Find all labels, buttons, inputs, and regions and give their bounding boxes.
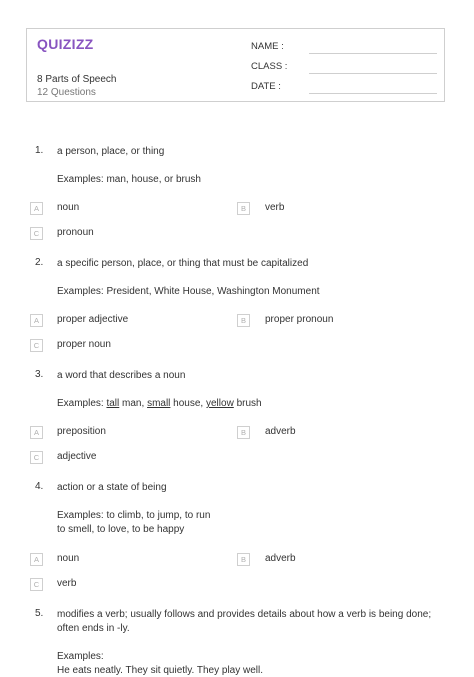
option-c-text[interactable]: pronoun (57, 227, 94, 238)
question-number: 3. (35, 369, 44, 380)
option-b-box[interactable]: B (237, 314, 250, 327)
option-a-text[interactable]: noun (57, 553, 80, 564)
option-c-box[interactable]: C (30, 451, 43, 464)
name-line (309, 53, 437, 54)
date-label: DATE : (251, 81, 281, 92)
question-prompt: a person, place, or thing (57, 146, 165, 157)
name-field[interactable] (251, 41, 284, 52)
question-examples: Examples: man, house, or brush (57, 174, 201, 185)
option-a-box[interactable]: A (30, 314, 43, 327)
class-label: CLASS : (251, 61, 288, 72)
question-number: 4. (35, 481, 44, 492)
question-examples-line-1: Examples: to climb, to jump, to run (57, 510, 211, 521)
question-examples-line-1: Examples: (57, 651, 104, 662)
option-c-text[interactable]: proper noun (57, 339, 111, 350)
question-examples: Examples: President, White House, Washington Monument (57, 286, 320, 297)
worksheet-title: 8 Parts of Speech (37, 74, 117, 85)
option-b-box[interactable]: B (237, 202, 250, 215)
option-a-text[interactable]: proper adjective (57, 314, 129, 325)
option-a-text[interactable]: noun (57, 202, 80, 213)
quizizz-logo: QUIZIZZ (37, 36, 94, 52)
question-prompt: a word that describes a noun (57, 370, 186, 381)
question-number: 5. (35, 608, 44, 619)
option-b-box[interactable]: B (237, 426, 250, 439)
question-prompt-line-1: modifies a verb; usually follows and provides details about how a verb is being done; (57, 609, 432, 620)
question-examples: Examples: tall man, small house, yellow brush (57, 398, 262, 409)
date-field[interactable] (251, 81, 281, 92)
name-label: NAME : (251, 41, 284, 52)
class-field[interactable] (251, 61, 287, 72)
option-a-box[interactable]: A (30, 553, 43, 566)
question-prompt: a specific person, place, or thing that must be capitalized (57, 258, 309, 269)
option-b-box[interactable]: B (237, 553, 250, 566)
option-b-text[interactable]: verb (265, 202, 285, 213)
option-a-text[interactable]: preposition (57, 426, 106, 437)
option-c-text[interactable]: adjective (57, 451, 97, 462)
worksheet-header (26, 28, 445, 102)
question-prompt-line-2: often ends in -ly. (57, 623, 130, 634)
question-examples-line-2: He eats neatly. They sit quietly. They play well. (57, 665, 264, 676)
question-prompt: action or a state of being (57, 482, 167, 493)
option-a-box[interactable]: A (30, 426, 43, 439)
option-c-box[interactable]: C (30, 578, 43, 591)
option-b-text[interactable]: proper pronoun (265, 314, 334, 325)
option-c-text[interactable]: verb (57, 578, 77, 589)
option-b-text[interactable]: adverb (265, 426, 296, 437)
class-line (309, 73, 437, 74)
date-line (309, 93, 437, 94)
option-c-box[interactable]: C (30, 227, 43, 240)
option-a-box[interactable]: A (30, 202, 43, 215)
question-examples-line-2: to smell, to love, to be happy (57, 524, 185, 535)
option-b-text[interactable]: adverb (265, 553, 296, 564)
option-c-box[interactable]: C (30, 339, 43, 352)
question-count: 12 Questions (37, 87, 96, 98)
question-number: 2. (35, 257, 44, 268)
question-number: 1. (35, 145, 44, 156)
